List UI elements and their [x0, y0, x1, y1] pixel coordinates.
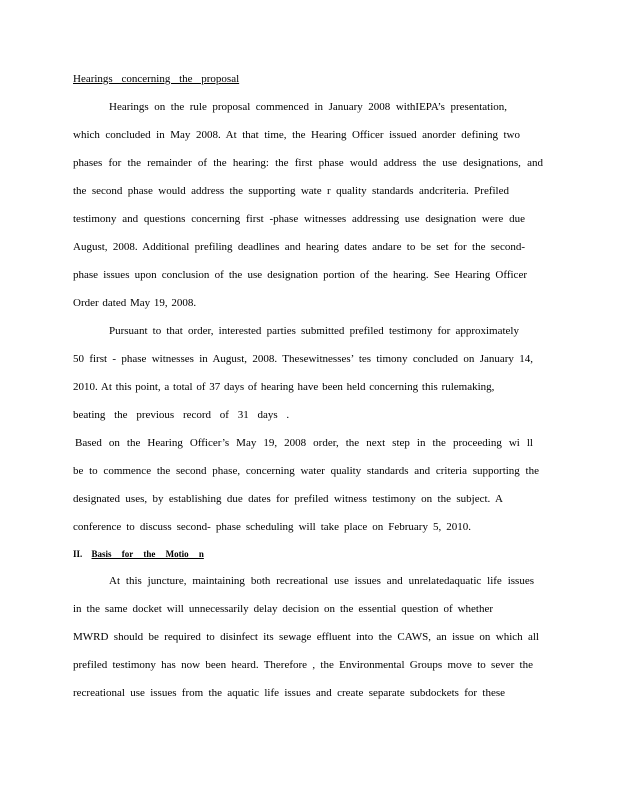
paragraph-line: 2010. At this point, a total of 37 days of hearing have been held concerning this rulemaking,: [73, 381, 495, 393]
paragraph-line: beating the previous record of 31 days .: [73, 409, 290, 421]
paragraph-line: At this juncture, maintaining both recreational use issues and unrelatedaquatic life issues: [109, 575, 534, 587]
paragraph-line: phases for the remainder of the hearing: the first phase would address the use designations, and: [73, 157, 543, 169]
section-2-heading: [73, 547, 543, 561]
section-2-number: II.: [73, 549, 83, 559]
paragraph-line: be to commence the second phase, concerning water quality standards and criteria supporting the: [73, 465, 539, 477]
paragraph-line: Hearings on the rule proposal commenced in January 2008 withIEPA’s presentation,: [109, 101, 507, 113]
paragraph-line: conference to discuss second- phase scheduling will take place on February 5, 2010.: [73, 521, 471, 533]
paragraph-line: prefiled testimony has now been heard. Therefore , the Environmental Groups move to sever the: [73, 659, 533, 671]
section-heading: Hearings concerning the proposal: [73, 73, 240, 85]
paragraph-line: phase issues upon conclusion of the use designation portion of the hearing. See Hearing Officer: [73, 269, 527, 281]
paragraph-line: Order dated May 19, 2008.: [73, 297, 197, 309]
paragraph-line: the second phase would address the supporting wate r quality standards andcriteria. Prefiled: [73, 185, 509, 197]
paragraph-line: Pursuant to that order, interested parties submitted prefiled testimony for approximately: [109, 325, 519, 337]
paragraph-line: designated uses, by establishing due dates for prefiled witness testimony on the subject. A: [73, 493, 503, 505]
paragraph-line: testimony and questions concerning first -phase witnesses addressing use designation were due: [73, 213, 525, 225]
paragraph-line: MWRD should be required to disinfect its sewage effluent into the CAWS, an issue on which all: [73, 631, 539, 643]
paragraph-line: recreational use issues from the aquatic life issues and create separate subdockets for these: [73, 687, 505, 699]
paragraph-line: August, 2008. Additional prefiling deadlines and hearing dates andare to be set for the second-: [73, 241, 525, 253]
section-2-title: Basis for the Motio n: [91, 549, 204, 559]
paragraph-line: 50 first - phase witnesses in August, 2008. Thesewitnesses’ tes timony concluded on January 14,: [73, 353, 533, 365]
paragraph-line: in the same docket will unnecessarily delay decision on the essential question of whether: [73, 603, 493, 615]
paragraph-line: Based on the Hearing Officer’s May 19, 2008 order, the next step in the proceeding wi ll: [75, 437, 533, 449]
paragraph-line: which concluded in May 2008. At that time, the Hearing Officer issued anorder defining two: [73, 129, 520, 141]
